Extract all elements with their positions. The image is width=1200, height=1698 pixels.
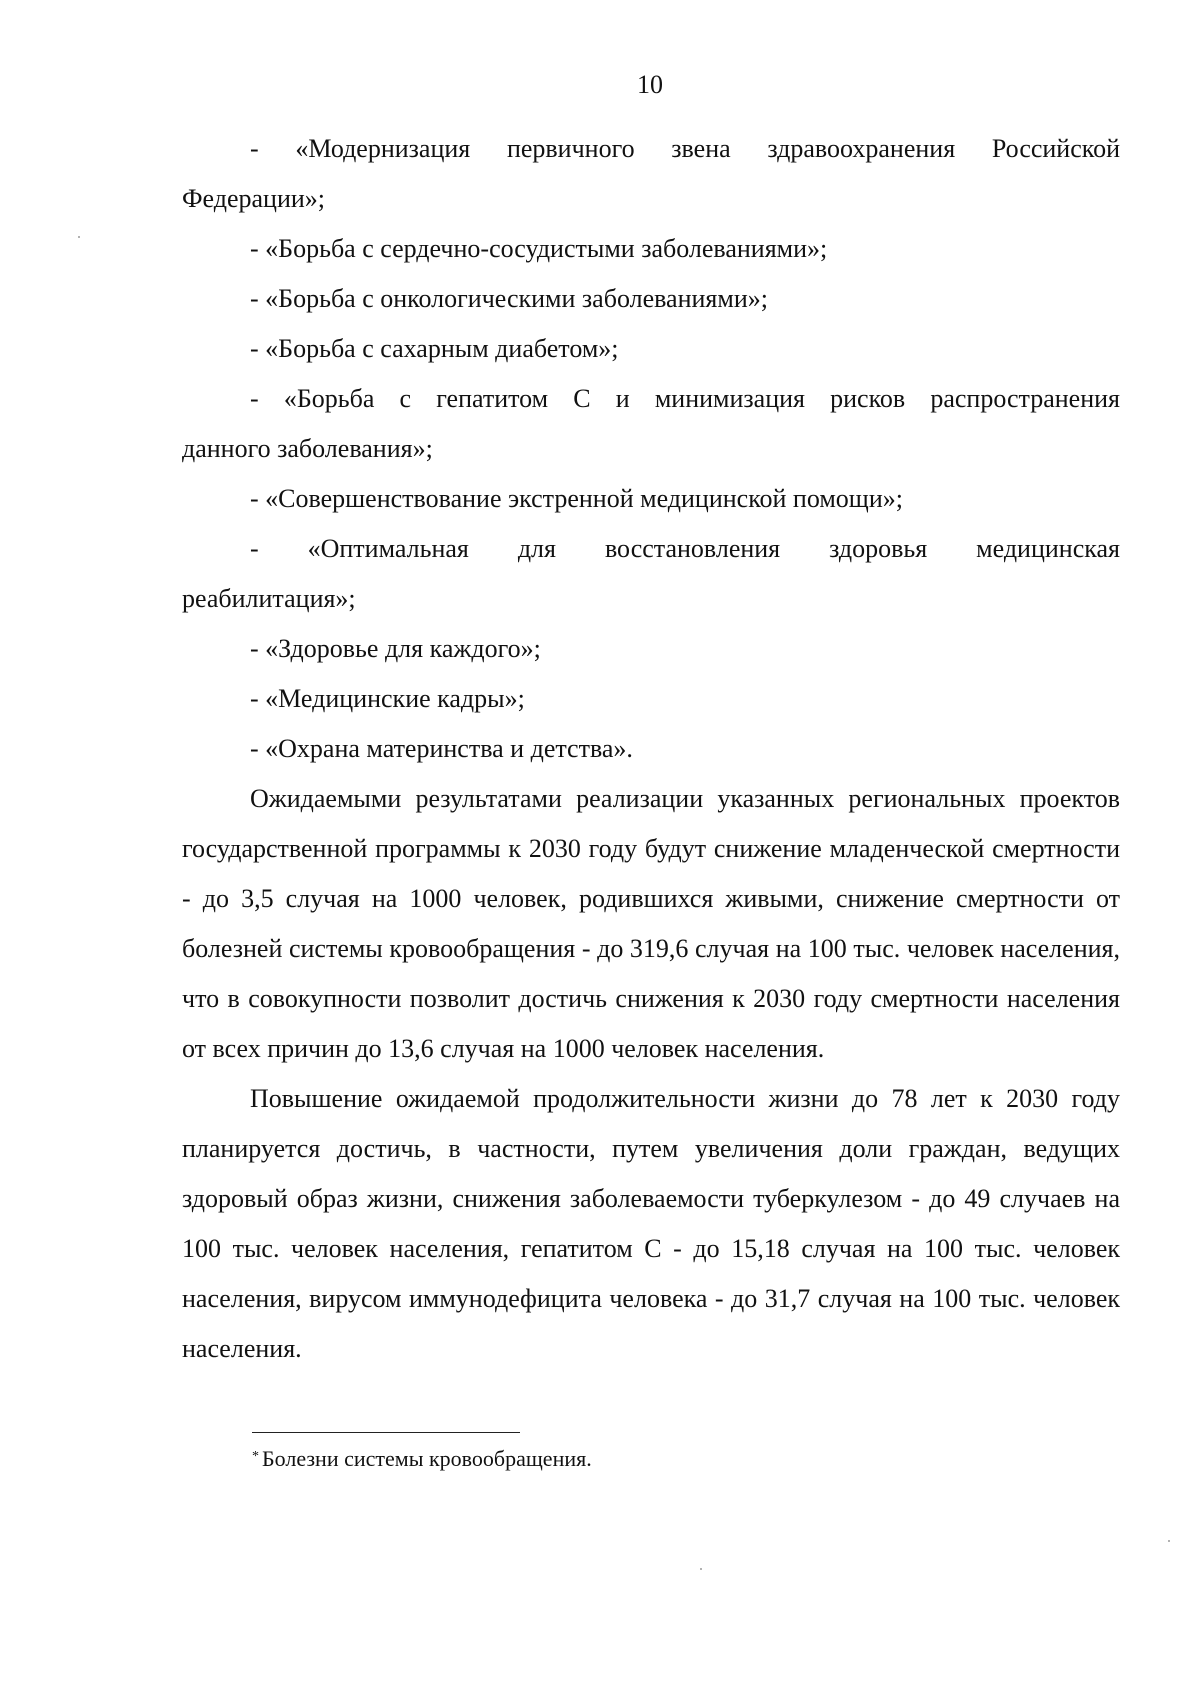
list-item: - «Медицинские кадры»;	[250, 684, 525, 713]
list-item: - «Охрана материнства и детства».	[250, 734, 633, 763]
paragraph-expected-results: Ожидаемыми результатами реализации указанных региональных проектов государственной программы к 2030 году будут снижение младенческой смертности - до 3,5 случая на 1000 человек, родившихся живыми, снижение смертности от болезней системы кровообращения - до 319,6 случая на 100 тыс. человек населения, что в совокупности позволит достичь снижения к 2030 году смертности населения от всех причин до 13,6 случая на 1000 человек населения.	[182, 784, 1120, 1063]
paragraph-life-expectancy: Повышение ожидаемой продолжительности жизни до 78 лет к 2030 году планируется достичь, в частности, путем увеличения доли граждан, ведущих здоровый образ жизни, снижения заболеваемости туберкулезом - до 49 случаев на 100 тыс. человек населения, гепатитом С - до 15,18 случая на 100 тыс. человек населения, вирусом иммунодефицита человека - до 31,7 случая на 100 тыс. человек населения.	[182, 1084, 1120, 1363]
list-item: - «Здоровье для каждого»;	[250, 634, 541, 663]
footnote	[252, 1446, 592, 1472]
list-item: - «Оптимальная для восстановления здоровья медицинская	[250, 534, 1120, 563]
list-item: - «Модернизация первичного звена здравоохранения Российской	[250, 134, 1120, 163]
list-item-continuation: реабилитация»;	[182, 584, 356, 613]
footnote-separator	[252, 1432, 520, 1433]
scan-speck	[700, 1568, 702, 1570]
list-item: - «Борьба с сердечно-сосудистыми заболеваниями»;	[250, 234, 828, 263]
list-item: - «Совершенствование экстренной медицинской помощи»;	[250, 484, 903, 513]
list-item: - «Борьба с онкологическими заболеваниями»;	[250, 284, 768, 313]
footnote-text: Болезни системы кровообращения.	[262, 1446, 592, 1471]
list-item-continuation: Федерации»;	[182, 184, 326, 213]
list-item: - «Борьба с сахарным диабетом»;	[250, 334, 619, 363]
scan-speck	[78, 236, 80, 238]
document-body	[182, 124, 1120, 1374]
list-item: - «Борьба с гепатитом С и минимизация рисков распространения	[250, 384, 1120, 413]
footnote-marker: *	[252, 1449, 259, 1464]
list-item-continuation: данного заболевания»;	[182, 434, 433, 463]
scan-speck	[1168, 1540, 1170, 1542]
page-number: 10	[637, 70, 663, 99]
